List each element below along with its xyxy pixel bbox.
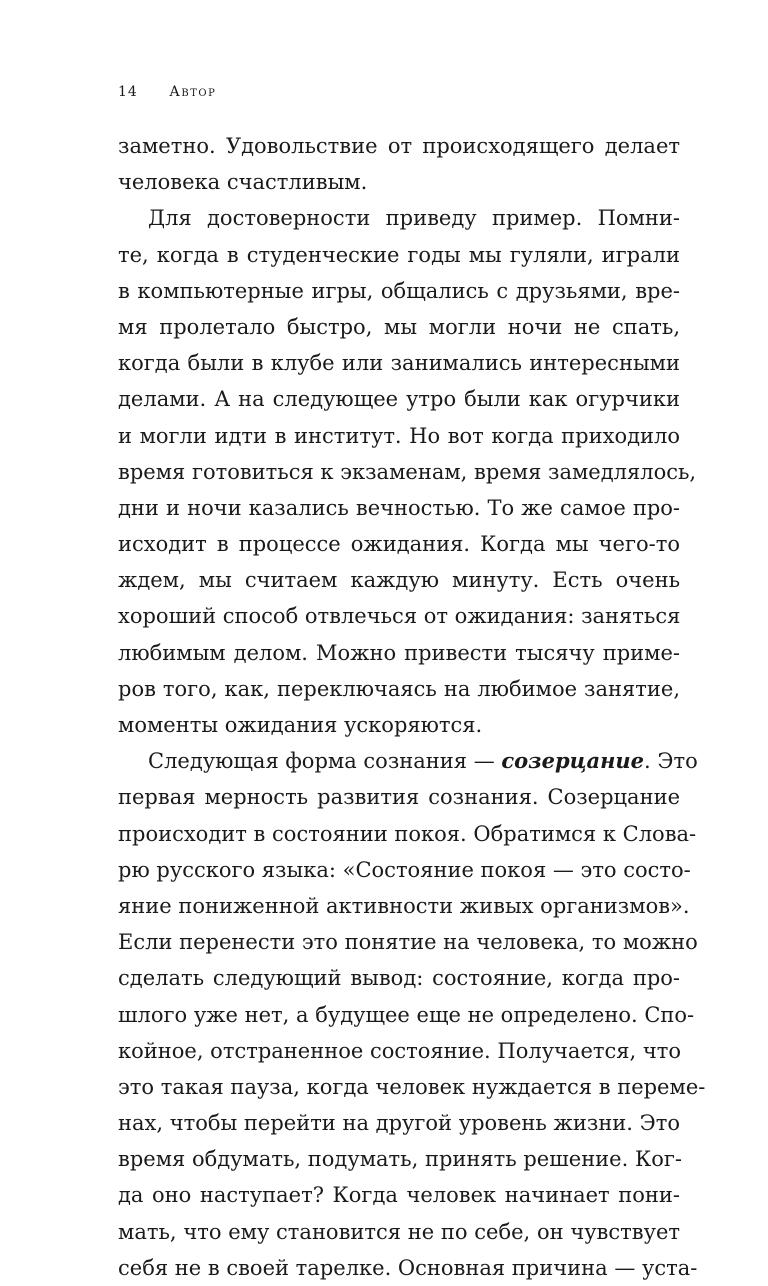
text-line: и могли идти в институт. Но вот когда приходило — [118, 423, 680, 448]
text-line: в компьютерные игры, общались с друзьями, вре- — [118, 278, 680, 303]
text-line: те, когда в студенческие годы мы гуляли, играли — [118, 242, 680, 267]
text-line: хороший способ отвлечься от ожидания: заняться — [118, 604, 681, 629]
text-line: яние пониженной активности живых организмов». — [118, 893, 690, 918]
text-run: Следующая форма сознания — — [148, 749, 502, 774]
text-line: когда были в клубе или занимались интересными — [118, 351, 680, 376]
text-line: шлого уже нет, а будущее еще не определено. Спо- — [118, 1002, 695, 1027]
text-line: себя не в своей тарелке. Основная причина — уста- — [118, 1255, 698, 1280]
text-line: мя пролетало быстро, мы могли ночи не спать, — [118, 314, 680, 339]
text-line: первая мерность развития сознания. Созерцание — [118, 785, 680, 810]
text-line: происходит в состоянии покоя. Обратимся к Слова- — [118, 821, 697, 846]
text-line: время готовиться к экзаменам, время замедлялось, — [118, 459, 697, 484]
text-line: моменты ожидания ускоряются. — [118, 713, 483, 737]
text-line: койное, отстраненное состояние. Получается, что — [118, 1038, 682, 1063]
running-title: Автор — [169, 84, 217, 100]
emphasized-term: созерцание — [501, 748, 645, 774]
text-line: это такая пауза, когда человек нуждается в переме- — [118, 1074, 706, 1099]
text-line: нах, чтобы перейти на другой уровень жизни. Это — [118, 1111, 680, 1136]
text-line: исходит в процессе ожидания. Когда мы чего-то — [118, 532, 680, 557]
text-line: дни и ночи казались вечностью. То же самое про- — [118, 495, 680, 520]
text-line: Для достоверности приведу пример. Помни- — [148, 206, 680, 231]
text-line: любимым делом. Можно привести тысячу приме- — [118, 640, 680, 665]
text-line: время обдумать, подумать, принять решение. Ког- — [118, 1147, 682, 1172]
text-line: заметно. Удовольствие от происходящего делает — [118, 134, 680, 158]
text-line: да оно наступает? Когда человек начинает пони- — [118, 1183, 680, 1208]
text-line: рю русского языка: «Состояние покоя — это состо- — [118, 857, 691, 882]
text-line: ров того, как, переключаясь на любимое занятие, — [118, 676, 680, 701]
page-number: 14 — [118, 84, 138, 100]
text-line: мать, что ему становится не по себе, он чувствует — [118, 1219, 680, 1244]
text-line: человека счастливым. — [118, 170, 368, 195]
text-line: делами. А на следующее утро были как огурчики — [118, 387, 680, 412]
text-run: . Это — [644, 749, 698, 774]
text-line: сделать следующий вывод: состояние, когда про- — [118, 966, 680, 991]
running-head — [118, 84, 216, 100]
page-body — [118, 128, 706, 1286]
text-line — [118, 743, 698, 779]
text-line: ждем, мы считаем каждую минуту. Есть очень — [118, 568, 680, 593]
text-line: Если перенести это понятие на человека, то можно — [118, 930, 698, 955]
